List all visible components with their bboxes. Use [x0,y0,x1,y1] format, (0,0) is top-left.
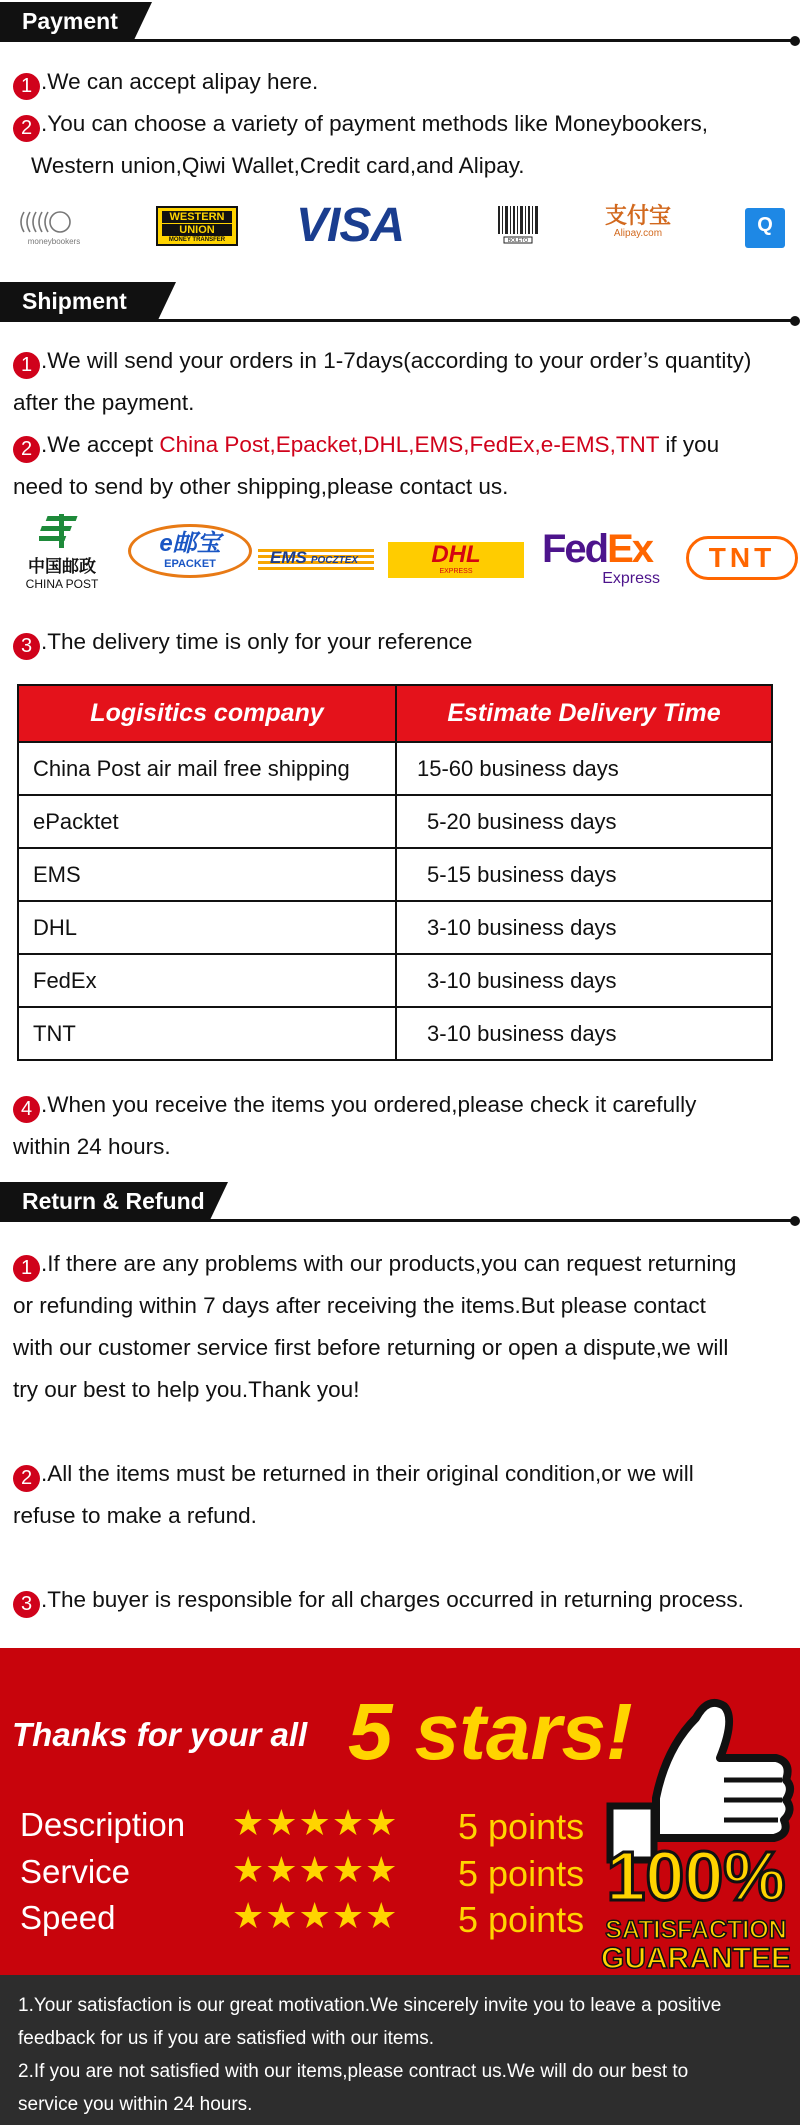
table-row: TNT 3-10 business days [18,1007,772,1060]
refund-section-header [0,1180,800,1222]
shipment-item-4: 4 .When you receive the items you ordered,please check it carefully [13,1084,793,1126]
star-icons: ★★★★★ [232,1895,399,1936]
carrier-logos [0,512,800,602]
table-row: ePacktet 5-20 business days [18,795,772,848]
svg-text:100%: 100% [606,1837,786,1915]
svg-text:moneybookers: moneybookers [27,237,81,246]
divider-line [0,319,794,322]
china-post-emblem-icon [39,512,85,552]
table-row: FedEx 3-10 business days [18,954,772,1007]
thumbs-up-icon [596,1688,796,1974]
star-icons: ★★★★★ [232,1802,399,1843]
number-badge: 2 [13,115,40,142]
payment-item-2-cont: Western union,Qiwi Wallet,Credit card,and Alipay. [31,153,525,178]
payment-item-1: 1 .We can accept alipay here. [13,61,793,103]
star-icons: ★★★★★ [232,1849,399,1890]
divider-dot [790,1216,800,1226]
number-badge: 1 [13,352,40,379]
dhl-logo: DHL EXPRESS [388,542,524,578]
refund-heading: Return & Refund [0,1182,210,1220]
shipment-item-1: 1 .We will send your orders in 1-7days(according to your order’s quantity) [13,340,793,382]
shipment-item-3: 3 .The delivery time is only for your reference [13,621,793,663]
number-badge: 2 [13,436,40,463]
alipay-logo: 支付宝 Alipay.com [604,203,671,239]
shipment-section-header [0,280,800,322]
svg-text:BOLETO: BOLETO [507,238,529,244]
payment-item-2: 2 .You can choose a variety of payment methods like Moneybookers, [13,103,793,145]
epacket-logo: e邮宝 EPACKET [128,524,252,578]
table-row: China Post air mail free shipping 15-60 business days [18,742,772,795]
fedex-logo: FedEx Express [542,527,660,587]
refund-item-3: 3 .The buyer is responsible for all charges occurred in returning process. [13,1579,793,1621]
western-union-logo: WESTERN UNION MONEY TRANSFER [156,206,238,246]
refund-item-1: 1 .If there are any problems with our products,you can request returning [13,1243,793,1285]
divider-dot [790,316,800,326]
footer-notes: 1.Your satisfaction is our great motivation.We sincerely invite you to leave a positive feedback for us if you are satisfied with our items. 2.If you are not satisfied with our items,please contract us.We will do our best to service you within 24 hours. [0,1975,800,2125]
refund-item-1-cont: try our best to help you.Thank you! [13,1377,360,1402]
number-badge: 3 [13,633,40,660]
table-row: DHL 3-10 business days [18,901,772,954]
refund-item-2: 2 .All the items must be returned in their original condition,or we will [13,1453,793,1495]
svg-text:GUARANTEE: GUARANTEE [600,1942,792,1974]
divider-dot [790,36,800,46]
number-badge: 3 [13,1591,40,1618]
tnt-logo: TNT [686,536,798,580]
rating-row-speed: Speed ★★★★★ 5 points [20,1895,585,1940]
refund-item-1-cont: or refunding within 7 days after receiving the items.But please contact [13,1293,706,1318]
delivery-time-table [17,684,773,1061]
shipment-item-2-cont: need to send by other shipping,please contact us. [13,474,509,499]
table-row: EMS 5-15 business days [18,848,772,901]
divider-line [0,39,794,42]
payment-heading: Payment [0,2,134,40]
payment-logos [0,192,800,262]
rating-row-description: Description ★★★★★ 5 points [20,1802,585,1847]
shipment-item-4-cont: within 24 hours. [13,1134,171,1159]
table-header-company: Logisitics company [18,685,396,742]
shipment-item-2: 2 .We accept China Post,Epacket,DHL,EMS,FedEx,e-EMS,TNT if you [13,424,793,466]
satisfaction-guarantee-badge [596,1688,796,1974]
thanks-text: Thanks for your all [12,1716,308,1753]
boleto-logo [496,204,540,248]
payment-section-header [0,0,800,42]
refund-item-1-cont: with our customer service first before returning or open a dispute,we will [13,1335,729,1360]
number-badge: 2 [13,1465,40,1492]
china-post-logo: 中国邮政 CHINA POST [14,512,110,591]
qiwi-logo: Q [745,208,785,248]
shipment-item-1-cont: after the payment. [13,390,195,415]
carrier-list: China Post,Epacket,DHL,EMS,FedEx,e-EMS,TNT [159,432,660,457]
divider-line [0,1219,794,1222]
number-badge: 1 [13,73,40,100]
ems-logo: EMS POCZTEX [258,546,374,570]
five-stars-text: 5 stars! [348,1687,633,1776]
rating-row-service: Service ★★★★★ 5 points [20,1849,585,1894]
number-badge: 1 [13,1255,40,1282]
shipment-heading: Shipment [0,282,158,320]
svg-text:SATISFACTION: SATISFACTION [605,1916,787,1944]
five-star-banner [0,1648,800,1975]
moneybookers-logo [16,206,92,246]
visa-logo: VISA [296,199,405,252]
table-header-time: Estimate Delivery Time [396,685,772,742]
refund-item-2-cont: refuse to make a refund. [13,1503,257,1528]
number-badge: 4 [13,1096,40,1123]
